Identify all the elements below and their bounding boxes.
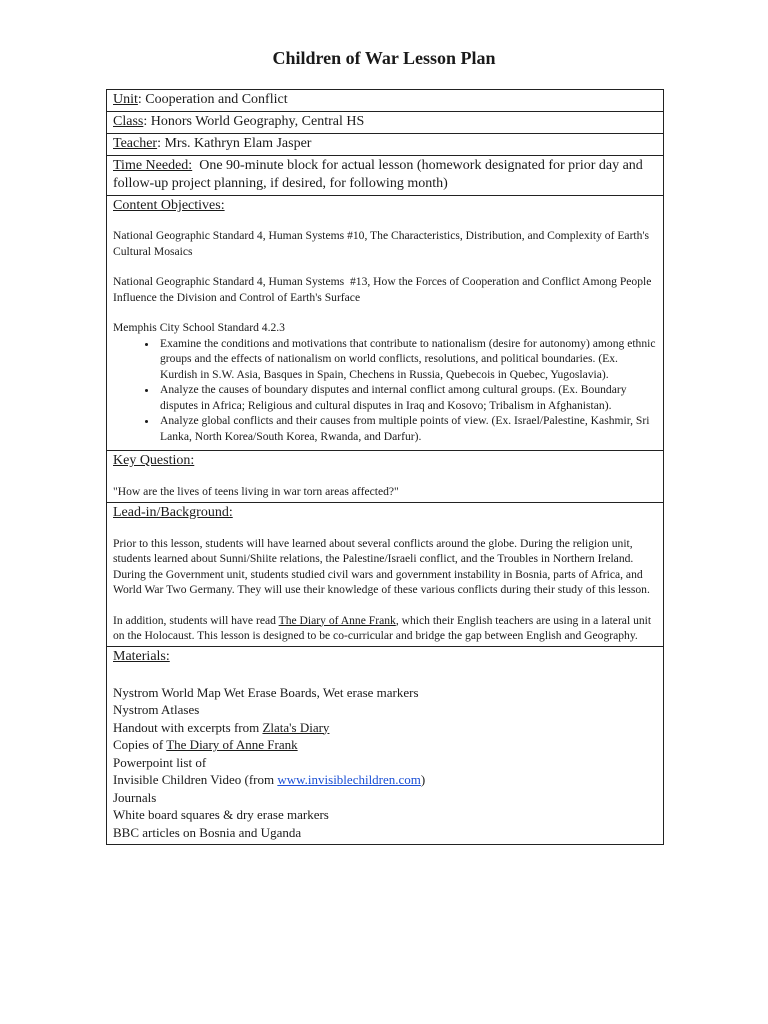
materials-row <box>107 646 664 845</box>
class-value: Honors World Geography, Central HS <box>147 114 365 129</box>
class-label: Class <box>113 114 144 129</box>
lead-in-paragraph-1: Prior to this lesson, students will have learned about several conflicts around the globe. During the religion unit, students learned about Sunni/Shiite relations, the Palestine/Israeli conflict, and the Troubles in Northern Ireland. During the Government unit, students studied civil wars and government instability in Bosnia, parts of Africa, and World War Two Germany. They will use their knowledge of these various conflicts during their study of this lesson. <box>113 536 650 596</box>
list-item: Handout with excerpts from Zlata's Diary <box>113 719 330 735</box>
anne-frank-title: The Diary of Anne Frank <box>278 613 396 627</box>
teacher-value: Mrs. Kathryn Elam Jasper <box>160 136 312 151</box>
list-item: Nystrom Atlases <box>113 702 200 717</box>
list-item: BBC articles on Bosnia and Uganda <box>113 824 302 840</box>
invisible-children-link[interactable]: www.invisiblechildren.com <box>277 772 421 787</box>
objectives-list <box>113 336 657 445</box>
key-question-heading: Key Question: <box>113 453 195 468</box>
list-item: Powerpoint list of <box>113 754 207 770</box>
time-needed-value: One 90-minute block for actual lesson (homework designated for prior day and follow-up project planning, if desired, for following month) <box>113 158 647 191</box>
key-question-text: "How are the lives of teens living in war torn areas affected?" <box>113 485 399 498</box>
list-item: Journals <box>113 789 157 805</box>
lead-in-heading: Lead-in/Background: <box>113 504 233 520</box>
materials-heading: Materials: <box>113 648 170 664</box>
list-item: Invisible Children Video (from www.invisiblechildren.com) <box>113 772 426 787</box>
standard-geo-13: National Geographic Standard 4, Human Systems #13, How the Forces of Cooperation and Conflict Among People Influence the Division and Control of Earth's Surface <box>113 275 655 304</box>
unit-label: Unit <box>113 92 138 107</box>
standard-geo-10: National Geographic Standard 4, Human Systems #10, The Characteristics, Distribution, and Complexity of Earth's Cultural Mosaics <box>113 229 650 258</box>
content-objectives-row <box>107 196 664 451</box>
teacher-label: Teacher <box>113 136 158 151</box>
anne-frank-title: The Diary of Anne Frank <box>166 737 298 752</box>
list-item: • Examine the conditions and motivations that contribute to nationalism (desire for autonomy) among ethnic groups and the effects of nationalism on world conflicts, resolutions, and political boundaries. (Ex. Kurdish in S.W. Asia, Basques in Spain, Chechens in Russia, Quebecois in Quebec, Yugoslavia). <box>158 336 657 383</box>
page-title: Children of War Lesson Plan <box>272 48 496 68</box>
standard-memphis: Memphis City School Standard 4.2.3 <box>113 321 285 334</box>
list-item: Nystrom World Map Wet Erase Boards, Wet erase markers <box>113 684 419 700</box>
zlatas-diary-title: Zlata's Diary <box>262 719 330 735</box>
list-item: • Analyze global conflicts and their causes from multiple points of view. (Ex. Israel/Palestine, Kashmir, Sri Lanka, North Korea/South Korea, Rwanda, and Darfur). <box>158 413 657 444</box>
unit-value: Cooperation and Conflict <box>141 92 288 107</box>
teacher-row: Teacher: Mrs. Kathryn Elam Jasper <box>107 134 664 156</box>
time-needed-label: Time Needed: <box>113 158 193 173</box>
list-item: • Analyze the causes of boundary disputes and internal conflict among cultural groups. (Ex. Boundary disputes in Africa; Religious and cultural disputes in Iraq and Kosovo; Tribalism in Afghanistan). <box>158 382 657 413</box>
lead-in-paragraph-2: In addition, students will have read The Diary of Anne Frank, which their English teachers are using in a lateral unit on the Holocaust. This lesson is designed to be co-curricular and bridge the gap between English and Geography. <box>113 613 652 642</box>
content-objectives-heading: Content Objectives: <box>113 198 225 213</box>
list-item: White board squares & dry erase markers <box>113 807 329 822</box>
class-row: Class: Honors World Geography, Central HS <box>107 112 664 134</box>
key-question-row <box>107 451 664 503</box>
time-needed-row <box>107 156 664 196</box>
lesson-plan-table <box>106 89 664 845</box>
list-item: Copies of The Diary of Anne Frank <box>113 737 298 752</box>
materials-list <box>113 666 657 843</box>
lead-in-row <box>107 502 664 646</box>
unit-row: Unit: Cooperation and Conflict <box>107 90 664 112</box>
